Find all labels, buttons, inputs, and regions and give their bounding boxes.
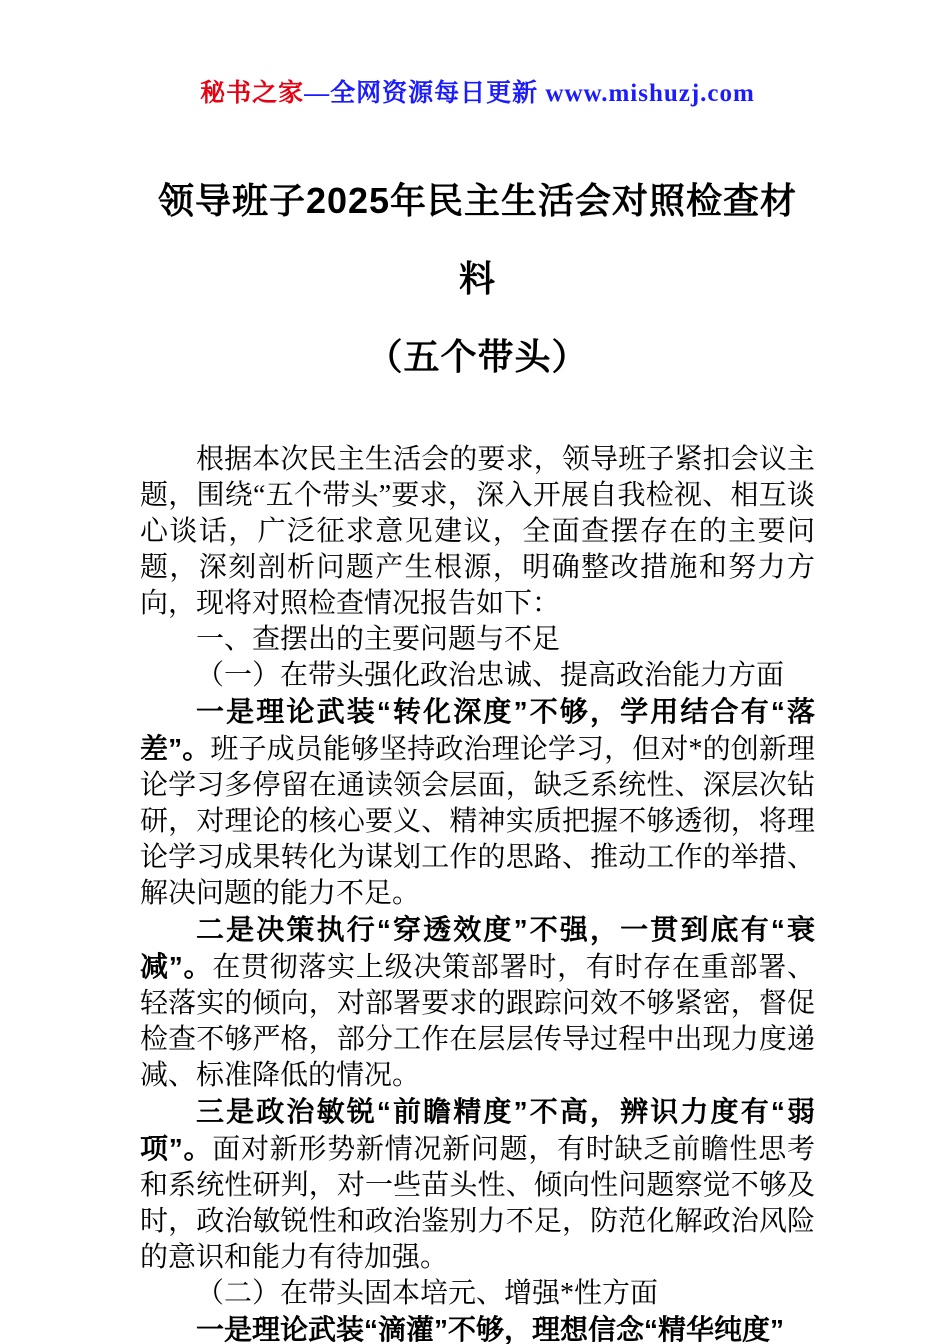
paragraph-point-4 bbox=[140, 1312, 815, 1344]
title-line-2: （五个带头） bbox=[366, 336, 589, 377]
point-3-lead: 三是政治敏锐“前瞻精度”不高，辨识力度有“弱项”。 bbox=[140, 1096, 815, 1164]
subsection-heading-1: （一）在带头强化政治忠诚、提高政治能力方面 bbox=[196, 660, 785, 691]
title-line-1: 领导班子2025年民主生活会对照检查材料 bbox=[157, 180, 798, 299]
paragraph-point-2 bbox=[140, 912, 815, 1094]
site-tagline-url: —全网资源每日更新 www.mishuzj.com bbox=[304, 80, 755, 107]
point-2-text: 在贯彻落实上级决策部署时，有时存在重部署、轻落实的倾向，对部署要求的跟踪问效不够紧密，督促检查不够严格，部分工作在层层传导过程中出现力度递减、标准降低的情况。 bbox=[140, 952, 815, 1091]
subsection-heading-2: （二）在带头固本培元、增强*性方面 bbox=[196, 1278, 659, 1309]
site-header bbox=[140, 78, 815, 110]
point-1-lead: 一是理论武装“转化深度”不够，学用结合有“落差”。 bbox=[140, 696, 815, 764]
point-1-text: 班子成员能够坚持政治理论学习，但对*的创新理论学习多停留在通读领会层面，缺乏系统性、深层次钻研，对理论的核心要义、精神实质把握不够透彻，将理论学习成果转化为谋划工作的思路、推动工作的举措、解决问题的能力不足。 bbox=[140, 734, 815, 909]
section-heading-1: 一、查摆出的主要问题与不足 bbox=[196, 624, 561, 655]
paragraph-intro: 根据本次民主生活会的要求，领导班子紧扣会议主题，围绕“五个带头”要求，深入开展自我检视、相互谈心谈话，广泛征求意见建议，全面查摆存在的主要问题，深刻剖析问题产生根源，明确整改措施和努力方向，现将对照检查情况报告如下： bbox=[140, 444, 815, 619]
document-title bbox=[140, 162, 815, 396]
point-4-lead: 一是理论武装“滴灌”不够，理想信念“精华纯度” bbox=[196, 1314, 785, 1344]
point-2-lead: 二是决策执行“穿透效度”不强，一贯到底有“衰减”。 bbox=[140, 914, 815, 982]
paragraph-point-1 bbox=[140, 694, 815, 912]
site-brand: 秘书之家 bbox=[200, 80, 305, 107]
paragraph-point-3 bbox=[140, 1094, 815, 1276]
document-body bbox=[140, 442, 815, 1344]
point-3-text: 面对新形势新情况新问题，有时缺乏前瞻性思考和系统性研判，对一些苗头性、倾向性问题察觉不够及时，政治敏锐性和政治鉴别力不足，防范化解政治风险的意识和能力有待加强。 bbox=[140, 1134, 815, 1273]
